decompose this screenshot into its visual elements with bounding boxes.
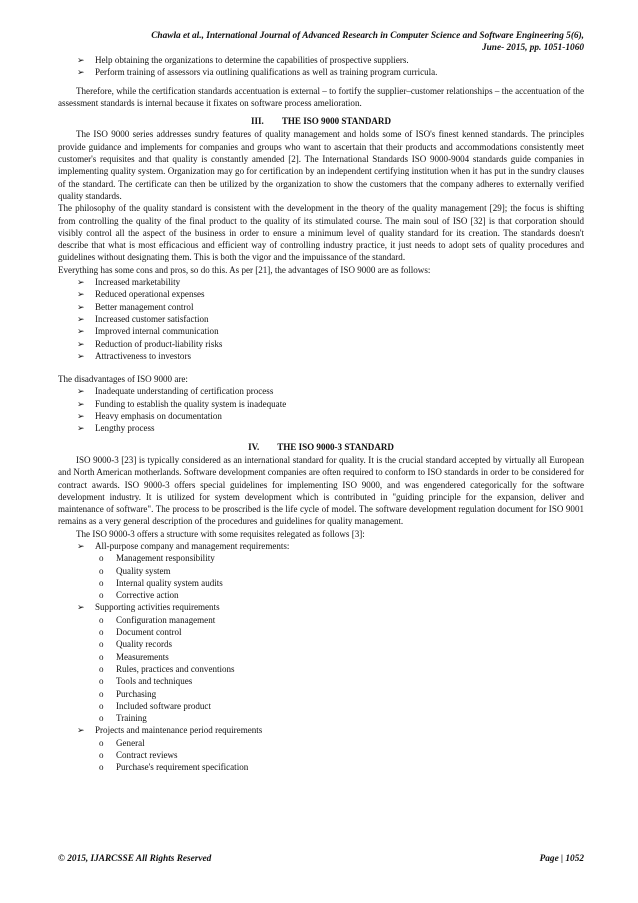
arrow-bullet-icon: ➢ <box>77 540 85 551</box>
list-item: ➢ Better management control <box>77 301 194 312</box>
arrow-bullet-icon: ➢ <box>77 289 85 300</box>
arrow-bullet-icon: ➢ <box>77 55 85 65</box>
sub-list-item: o Corrective action <box>99 590 179 601</box>
circle-bullet-icon: o <box>99 627 104 638</box>
circle-bullet-icon: o <box>99 590 104 601</box>
circle-bullet-icon: o <box>99 700 104 711</box>
sub-list-item: o Quality system <box>99 565 171 576</box>
circle-bullet-icon: o <box>99 565 104 576</box>
arrow-bullet-icon: ➢ <box>77 725 85 736</box>
sub-list-item: o Training <box>99 713 147 724</box>
section-heading-4: IV. THE ISO 9000-3 STANDARD <box>248 441 394 452</box>
arrow-bullet-icon: ➢ <box>77 326 85 337</box>
arrow-bullet-icon: ➢ <box>77 602 85 613</box>
sub-list-item: o General <box>99 737 145 748</box>
advantages-list <box>58 276 584 362</box>
list-item: ➢ Supporting activities requirements <box>77 602 220 613</box>
requirements-group-1 <box>58 540 584 601</box>
arrow-bullet-icon: ➢ <box>77 338 85 349</box>
arrow-bullet-icon: ➢ <box>77 301 85 312</box>
header-line-2: June- 2015, pp. 1051-1060 <box>481 43 584 53</box>
list-item: ➢ Increased marketability <box>77 277 181 288</box>
arrow-bullet-icon: ➢ <box>77 277 85 288</box>
list-item: ➢ All-purpose company and management requirements: <box>77 540 290 551</box>
sub-list-item: o Purchase's requirement specification <box>99 762 249 773</box>
arrow-bullet-icon: ➢ <box>77 423 85 434</box>
sub-list-item: o Quality records <box>99 639 173 650</box>
paragraph-disadvantages-intro: The disadvantages of ISO 9000 are: <box>58 374 188 385</box>
list-item: ➢ Attractiveness to investors <box>77 350 191 361</box>
arrow-bullet-icon: ➢ <box>77 67 85 78</box>
circle-bullet-icon: o <box>99 614 104 625</box>
running-header <box>58 30 584 54</box>
page-body <box>58 30 584 774</box>
list-item: ➢ Perform training of assessors via outlining qualifications as well as training program curricula. <box>77 67 438 78</box>
sub-list-item: o Configuration management <box>99 614 216 625</box>
requirements-group-3 <box>58 724 584 773</box>
circle-bullet-icon: o <box>99 737 104 748</box>
circle-bullet-icon: o <box>99 577 104 588</box>
requirements-group-2 <box>58 601 584 724</box>
copyright: © 2015, IJARCSSE All Rights Reserved <box>58 854 212 864</box>
list-item: ➢ Reduction of product-liability risks <box>77 338 223 349</box>
list-item: ➢ Heavy emphasis on documentation <box>77 411 222 422</box>
paragraph-philosophy: The philosophy of the quality standard is consistent with the development in the theory of the quality management [29]; the focus is shifting from controlling the quality of the final product to the quality of its stimulated course. The main soul of ISO [32] is that corporation should visibly control all the aspect of the business in order to ensure a minimum level of quality standard for its creation. The standards doesn't describe that what is most efficacious and efficient way of controlling industry practice, it just needs to adopt sets of quality procedures and guidelines without designating them. This is both the vigor and the impuissance of the standard. <box>58 203 584 263</box>
arrow-bullet-icon: ➢ <box>77 313 85 324</box>
list-item: ➢ Increased customer satisfaction <box>77 313 209 324</box>
sub-list-item: o Internal quality system audits <box>99 577 223 588</box>
section-heading-3: III. THE ISO 9000 STANDARD <box>251 116 391 127</box>
paragraph-advantages-intro: Everything has some cons and pros, so do this. As per [21], the advantages of ISO 9000 are as follows: <box>58 264 431 275</box>
sub-list-item: o Purchasing <box>99 688 157 699</box>
header-line-1: Chawla et al., International Journal of Advanced Research in Computer Science and Software Engineering 5(6), <box>151 31 584 41</box>
list-item: ➢ Projects and maintenance period requirements <box>77 725 263 736</box>
sub-list-item: o Measurements <box>99 651 169 662</box>
sub-list-item: o Rules, practices and conventions <box>99 663 235 674</box>
page-number: Page | 1052 <box>539 854 584 864</box>
sub-list-item: o Contract reviews <box>99 750 178 761</box>
arrow-bullet-icon: ➢ <box>77 350 85 361</box>
list-item: ➢ Inadequate understanding of certification process <box>77 386 274 397</box>
list-item: ➢ Lengthy process <box>77 423 155 434</box>
list-item: ➢ Help obtaining the organizations to determine the capabilities of prospective suppliers. <box>77 55 409 65</box>
sub-list-item: o Included software product <box>99 700 211 711</box>
circle-bullet-icon: o <box>99 553 104 564</box>
circle-bullet-icon: o <box>99 762 104 773</box>
circle-bullet-icon: o <box>99 651 104 662</box>
paragraph-iso9000: The ISO 9000 series addresses sundry features of quality management and holds some of ISO's finest kenned standards. The principles provide guidance and implements for companies and groups who want to ascertain that their products and accommodations consistently meet customer's requisites and that quality is constantly amended [2]. The International Standards ISO 9000-9004 standards guide companies in implementing quality system. Organization may go for certification by an independent certifying institution when it has put in the sundry clauses of the standard. The certificate can then be utilized by the organization to show the customers that the company adheres to externally verified quality standards. <box>58 129 584 201</box>
circle-bullet-icon: o <box>99 713 104 724</box>
list-item: ➢ Funding to establish the quality system is inadequate <box>77 398 287 409</box>
circle-bullet-icon: o <box>99 663 104 674</box>
arrow-bullet-icon: ➢ <box>77 411 85 422</box>
sub-list-item: o Management responsibility <box>99 553 215 564</box>
circle-bullet-icon: o <box>99 688 104 699</box>
paragraph-requisites-intro: The ISO 9000-3 offers a structure with some requisites relegated as follows [3]: <box>76 528 365 539</box>
list-item: ➢ Improved internal communication <box>77 326 219 337</box>
list-item: ➢ Reduced operational expenses <box>77 289 205 300</box>
arrow-bullet-icon: ➢ <box>77 386 85 397</box>
circle-bullet-icon: o <box>99 750 104 761</box>
circle-bullet-icon: o <box>99 676 104 687</box>
arrow-bullet-icon: ➢ <box>77 398 85 409</box>
paragraph-therefore: Therefore, while the certification standards accentuation is external – to fortify the supplier–customer relationships – the accentuation of the assessment standards is internal because it fixates on software process amelioration. <box>58 85 584 108</box>
disadvantages-list <box>58 385 584 434</box>
circle-bullet-icon: o <box>99 639 104 650</box>
paragraph-iso9000-3: ISO 9000-3 [23] is typically considered as an international standard for quality. It is the crucial standard accepted by virtually all European and North American motherlands. Software development companies are often required to conform to ISO standards in order to be considered for contract awards. ISO 9000-3 offers special guidelines for implementing ISO 9000, and was engendered categorically for the software development industry. It is utilized for system development which is contributed in "guiding principle for the expansion, deliver and maintenance of software". The process to be proscribed is the life cycle of model. The software development regulation document for ISO 9001 remains as a very general description of the procedures and guidelines for quality management. <box>58 454 584 527</box>
sub-list-item: o Tools and techniques <box>99 676 193 687</box>
sub-list-item: o Document control <box>99 627 182 638</box>
